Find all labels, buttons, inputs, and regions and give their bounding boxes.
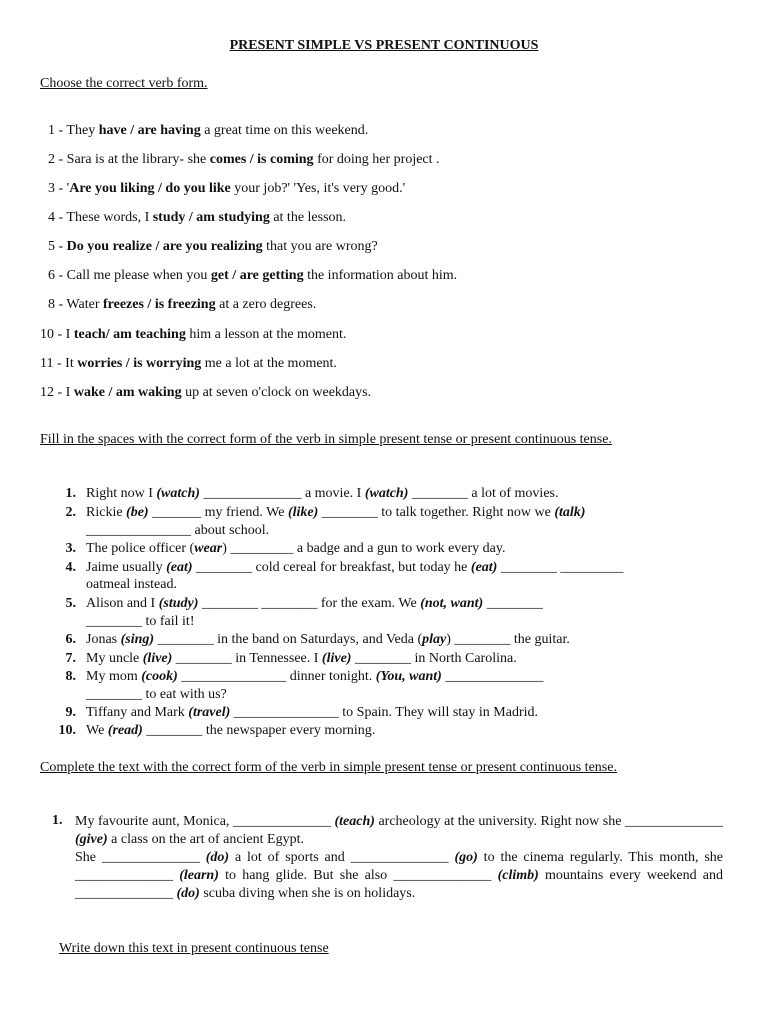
item-number: 6 -	[48, 268, 67, 283]
text: My mom	[86, 669, 142, 684]
text: to the cinema regularly. This month, she ______________	[75, 850, 724, 883]
item-text	[86, 560, 623, 576]
item-text	[86, 505, 585, 521]
choice-item	[48, 268, 457, 284]
text: ________ in North Carolina.	[351, 651, 517, 666]
item-text: that you are wrong?	[262, 239, 378, 254]
item-number: 5 -	[48, 239, 67, 254]
text: ________	[483, 596, 543, 611]
choice-item	[48, 297, 316, 313]
page-title: PRESENT SIMPLE VS PRESENT CONTINUOUS	[229, 38, 539, 53]
verb-prompt: (study)	[158, 596, 199, 611]
verb-choice: have / are having	[98, 123, 201, 138]
text: to hang glide. But she also ______________	[218, 868, 498, 883]
text: ________ cold cereal for breakfast, but today he	[192, 560, 471, 575]
item-text: I	[65, 327, 74, 342]
item-number: 2 -	[48, 152, 67, 167]
section3-number: 1.	[52, 813, 63, 828]
item-text	[86, 651, 517, 667]
text: scuba diving when she is on holidays.	[199, 886, 416, 901]
item-text: at the lesson.	[269, 210, 347, 225]
item-text: They	[66, 123, 99, 138]
verb-prompt: (You, want)	[375, 669, 442, 684]
verb-choice: Are you liking / do you like	[69, 181, 231, 196]
item-number: 6.	[65, 632, 76, 647]
text: ) _________ a badge and a gun to work every day.	[222, 541, 506, 556]
choice-item	[48, 181, 405, 197]
item-text: for doing her project .	[313, 152, 440, 167]
text: Right now I	[86, 486, 157, 501]
item-text	[86, 523, 269, 539]
verb-choice: freezes / is freezing	[103, 297, 216, 312]
verb-prompt: (learn)	[179, 868, 219, 883]
choice-item	[40, 356, 337, 372]
item-number: 3 -	[48, 181, 67, 196]
text: My uncle	[86, 651, 143, 666]
choice-item	[48, 239, 378, 255]
text: She ______________	[75, 850, 206, 865]
verb-prompt: (be)	[126, 505, 149, 520]
text: oatmeal instead.	[86, 577, 177, 592]
text: Alison and I	[86, 596, 159, 611]
verb-prompt: (read)	[107, 723, 143, 738]
section4-heading: Write down this text in present continuous tense	[59, 941, 329, 956]
verb-choice: get / are getting	[210, 268, 304, 283]
item-number: 8.	[65, 669, 76, 684]
text: archeology at the university. Right now she ______________	[374, 814, 723, 829]
verb-prompt: (not, want)	[420, 596, 484, 611]
text: ________ ________ for the exam. We	[198, 596, 421, 611]
section3-paragraph	[75, 813, 723, 903]
text: ________ a lot of movies.	[408, 486, 559, 501]
item-text	[86, 596, 543, 612]
item-text	[86, 632, 570, 648]
item-number: 4.	[65, 560, 76, 575]
verb-prompt: (watch)	[156, 486, 200, 501]
item-text	[86, 577, 177, 593]
item-number: 10.	[58, 723, 76, 738]
item-text	[86, 687, 227, 703]
item-text	[86, 614, 195, 630]
item-number: 2.	[65, 505, 76, 520]
item-number: 12 -	[40, 385, 66, 400]
verb-prompt: (live)	[321, 651, 352, 666]
item-number: 3.	[65, 541, 76, 556]
text: a lot of sports and ______________	[229, 850, 455, 865]
text: ________ in the band on Saturdays, and Veda (	[154, 632, 423, 647]
item-text	[86, 705, 538, 721]
text: The police officer (	[86, 541, 195, 556]
verb-prompt: (talk)	[554, 505, 586, 520]
item-text: Water	[66, 297, 103, 312]
text: My favourite aunt, Monica, ______________	[75, 814, 335, 829]
item-text: It	[65, 356, 78, 371]
item-number: 1 -	[48, 123, 67, 138]
item-text: me a lot at the moment.	[201, 356, 337, 371]
verb-prompt: (sing)	[120, 632, 155, 647]
text: _______________ dinner tonight.	[177, 669, 376, 684]
item-text: at a zero degrees.	[215, 297, 317, 312]
text: ________ the newspaper every morning.	[142, 723, 376, 738]
text: ________ to talk together. Right now we	[318, 505, 555, 520]
text: a class on the art of ancient Egypt.	[107, 832, 304, 847]
item-text: him a lesson at the moment.	[185, 327, 347, 342]
verb-choice: comes / is coming	[209, 152, 314, 167]
text: ) ________ the guitar.	[446, 632, 570, 647]
text: _______________ to Spain. They will stay in Madrid.	[230, 705, 538, 720]
item-number: 4 -	[48, 210, 67, 225]
text: We	[86, 723, 108, 738]
verb-prompt: (eat)	[470, 560, 498, 575]
text: ______________	[441, 669, 544, 684]
verb-prompt: (eat)	[166, 560, 193, 575]
verb-prompt: (cook)	[141, 669, 178, 684]
item-text	[86, 723, 375, 739]
item-number: 10 -	[40, 327, 66, 342]
item-number: 5.	[65, 596, 76, 611]
item-text: up at seven o'clock on weekdays.	[181, 385, 372, 400]
text: _______ my friend. We	[148, 505, 288, 520]
item-text: Call me please when you	[66, 268, 211, 283]
text: ________ to eat with us?	[86, 687, 227, 702]
verb-prompt: (go)	[454, 850, 478, 865]
choice-item	[48, 152, 440, 168]
choice-item	[40, 385, 371, 401]
section2-heading: Fill in the spaces with the correct form of the verb in simple present tense or present continuous tense.	[40, 432, 612, 447]
text: ______________ a movie. I	[199, 486, 365, 501]
text: ________ to fail it!	[86, 614, 195, 629]
verb-prompt: (travel)	[188, 705, 231, 720]
verb-prompt: (live)	[142, 651, 173, 666]
item-text: Sara is at the library- she	[66, 152, 210, 167]
text: Rickie	[86, 505, 127, 520]
verb-choice: Do you realize / are you realizing	[66, 239, 263, 254]
verb-prompt: (like)	[287, 505, 319, 520]
verb-choice: worries / is worrying	[77, 356, 202, 371]
item-text	[86, 541, 505, 557]
item-number: 1.	[65, 486, 76, 501]
verb-choice: teach/ am teaching	[73, 327, 186, 342]
text: ________ in Tennessee. I	[172, 651, 322, 666]
item-number: 7.	[65, 651, 76, 666]
verb-prompt: (watch)	[364, 486, 409, 501]
choice-item	[40, 327, 346, 343]
verb-choice: wake / am waking	[73, 385, 182, 400]
verb-prompt: (do)	[205, 850, 230, 865]
text: Jaime usually	[86, 560, 167, 575]
item-text: a great time on this weekend.	[200, 123, 369, 138]
verb-choice: study / am studying	[152, 210, 270, 225]
section3-heading: Complete the text with the correct form of the verb in simple present tense or present continuous tense.	[40, 760, 617, 775]
text: Tiffany and Mark	[86, 705, 189, 720]
verb-prompt: (teach)	[334, 814, 375, 829]
item-text	[86, 669, 543, 685]
verb-prompt: (give)	[75, 832, 108, 847]
text: mountains every weekend and ______________	[75, 868, 724, 901]
choice-item	[48, 210, 346, 226]
text: Jonas	[86, 632, 121, 647]
section1-heading: Choose the correct verb form.	[40, 76, 208, 91]
verb-prompt: play	[422, 632, 447, 647]
verb-prompt: (climb)	[497, 868, 539, 883]
item-text: the information about him.	[303, 268, 458, 283]
text: _______________ about school.	[86, 523, 270, 538]
verb-prompt: (do)	[176, 886, 200, 901]
item-number: 8 -	[48, 297, 67, 312]
item-text	[86, 486, 559, 502]
item-text: These words, I	[66, 210, 153, 225]
verb-prompt: wear	[194, 541, 223, 556]
item-text: '	[66, 181, 70, 196]
text: ________ _________	[497, 560, 624, 575]
item-text: your job?' 'Yes, it's very good.'	[230, 181, 406, 196]
choice-item	[48, 123, 368, 139]
item-text: I	[65, 385, 74, 400]
item-number: 11 -	[40, 356, 66, 371]
item-number: 9.	[65, 705, 76, 720]
